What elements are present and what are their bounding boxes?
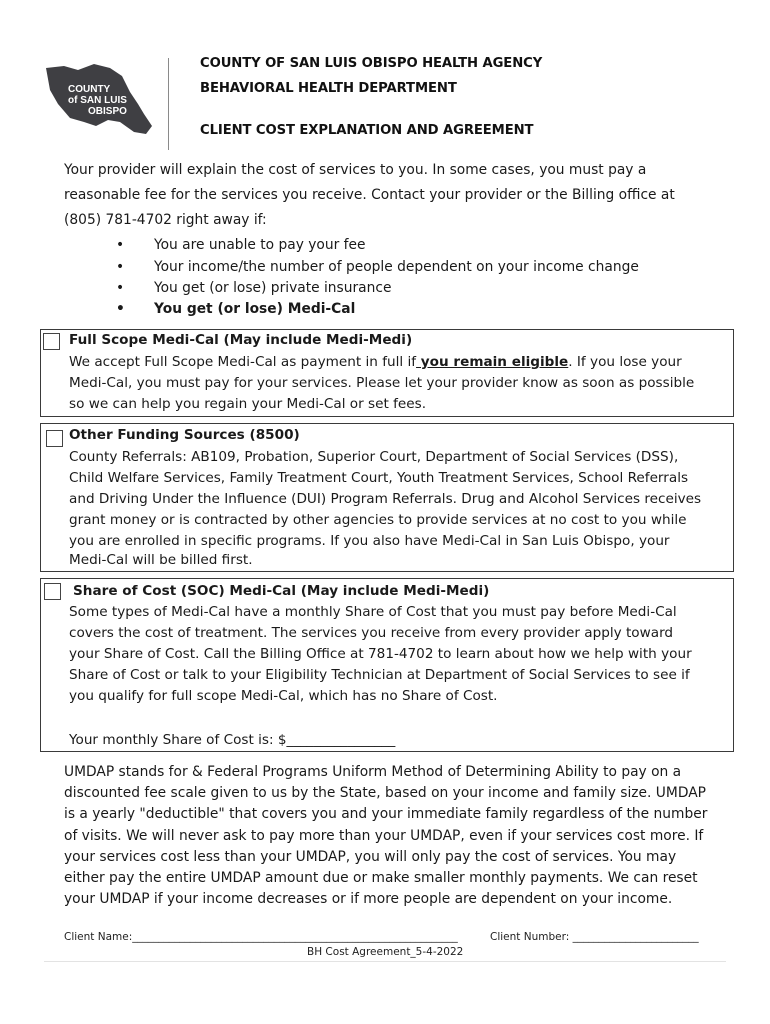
other-funding-checkbox[interactable] (46, 430, 63, 447)
svg-text:COUNTY: COUNTY (68, 84, 111, 95)
bullet-glyph: • (116, 301, 125, 317)
bullet-glyph: • (116, 259, 125, 275)
section-title: Share of Cost (SOC) Medi-Cal (May include Medi-Medi) (73, 583, 490, 599)
body-line: you are enrolled in specific programs. If you also have Medi-Cal in San Luis Obispo, your (69, 533, 670, 549)
share-of-cost-checkbox[interactable] (44, 583, 61, 600)
umdap-line: discounted fee scale given to us by the State, based on your income and family size. UMDAP (64, 785, 706, 802)
body-text: . If you lose your (568, 354, 682, 370)
body-line: you qualify for full scope Medi-Cal, which has no Share of Cost. (69, 688, 498, 704)
bullet-glyph: • (116, 280, 125, 296)
body-text: We accept Full Scope Medi-Cal as payment in full if (69, 354, 417, 370)
client-name-field[interactable]: Client Name:______________________________________________________________ (64, 931, 458, 943)
eligible-emphasis: you remain eligible (416, 354, 569, 370)
bullet-text: You are unable to pay your fee (154, 237, 366, 253)
section-title: Full Scope Medi-Cal (May include Medi-Medi) (69, 332, 413, 348)
bullet-text: Your income/the number of people dependent on your income change (154, 259, 639, 275)
monthly-share-of-cost-field[interactable]: Your monthly Share of Cost is: $________________ (69, 732, 396, 748)
body-line: Child Welfare Services, Family Treatment Court, Youth Treatment Services, School Referrals (69, 470, 689, 486)
document-title: CLIENT COST EXPLANATION AND AGREEMENT (200, 123, 534, 138)
intro-line: (805) 781-4702 right away if: (64, 212, 267, 228)
umdap-line: UMDAP stands for & Federal Programs Uniform Method of Determining Ability to pay on a (64, 764, 682, 780)
body-line: Share of Cost or talk to your Eligibility Technician at Department of Social Services to see if (69, 667, 690, 683)
body-line: and Driving Under the Influence (DUI) Program Referrals. Drug and Alcohol Services receives (69, 491, 702, 507)
intro-line: Your provider will explain the cost of services to you. In some cases, you must pay a (64, 162, 647, 178)
umdap-paragraph (64, 762, 724, 910)
agency-name: COUNTY OF SAN LUIS OBISPO HEALTH AGENCY (200, 56, 543, 71)
full-scope-checkbox[interactable] (43, 333, 60, 350)
footer-divider (44, 961, 726, 962)
svg-text:OBISPO: OBISPO (88, 106, 127, 117)
form-id: BH Cost Agreement_5-4-2022 (307, 946, 464, 958)
umdap-line: your services cost less than your UMDAP, you will only pay the cost of services. You may (64, 848, 677, 865)
header-divider (168, 58, 169, 150)
section-body (69, 447, 733, 569)
umdap-line: your UMDAP if your income decreases or if more people are dependent on your income. (64, 891, 673, 908)
share-of-cost-section (40, 578, 734, 752)
section-title: Other Funding Sources (8500) (69, 427, 300, 443)
body-line: so we can help you regain your Medi-Cal or set fees. (69, 396, 427, 412)
bullet-text: You get (or lose) private insurance (154, 280, 392, 296)
body-line: grant money or is contracted by other agencies to provide services at no cost to you while (69, 512, 687, 528)
body-line: Medi-Cal, you must pay for your services. Please let your provider know as soon as possible (69, 375, 695, 391)
intro-line: reasonable fee for the services you receive. Contact your provider or the Billing office at (64, 187, 675, 203)
umdap-line: is a yearly "deductible" that covers you and your immediate family regardless of the number (64, 806, 708, 823)
body-line: your Share of Cost. Call the Billing Office at 781-4702 to learn about how we help with your (69, 646, 692, 662)
body-line: Medi-Cal will be billed first. (69, 552, 253, 568)
body-line: Some types of Medi-Cal have a monthly Share of Cost that you must pay before Medi-Cal (69, 604, 677, 620)
full-scope-medi-cal-section (40, 329, 734, 417)
bullet-glyph: • (116, 237, 125, 253)
intro-paragraph (64, 158, 724, 233)
county-logo (44, 62, 152, 140)
umdap-line: either pay the entire UMDAP amount due or make smaller monthly payments. We can reset (64, 870, 698, 887)
bullet-text: You get (or lose) Medi-Cal (154, 301, 356, 317)
section-body (69, 602, 733, 707)
body-line: County Referrals: AB109, Probation, Superior Court, Department of Social Services (DSS), (69, 449, 679, 465)
client-number-field[interactable]: Client Number: ________________________ (490, 931, 699, 943)
other-funding-section (40, 423, 734, 572)
section-body (69, 352, 729, 415)
umdap-line: of visits. We will never ask to pay more than your UMDAP, even if your services cost more. If (64, 827, 704, 844)
svg-text:of SAN LUIS: of SAN LUIS (68, 95, 127, 106)
body-line: covers the cost of treatment. The services you receive from every provider apply toward (69, 625, 674, 641)
department-name: BEHAVIORAL HEALTH DEPARTMENT (200, 81, 457, 96)
